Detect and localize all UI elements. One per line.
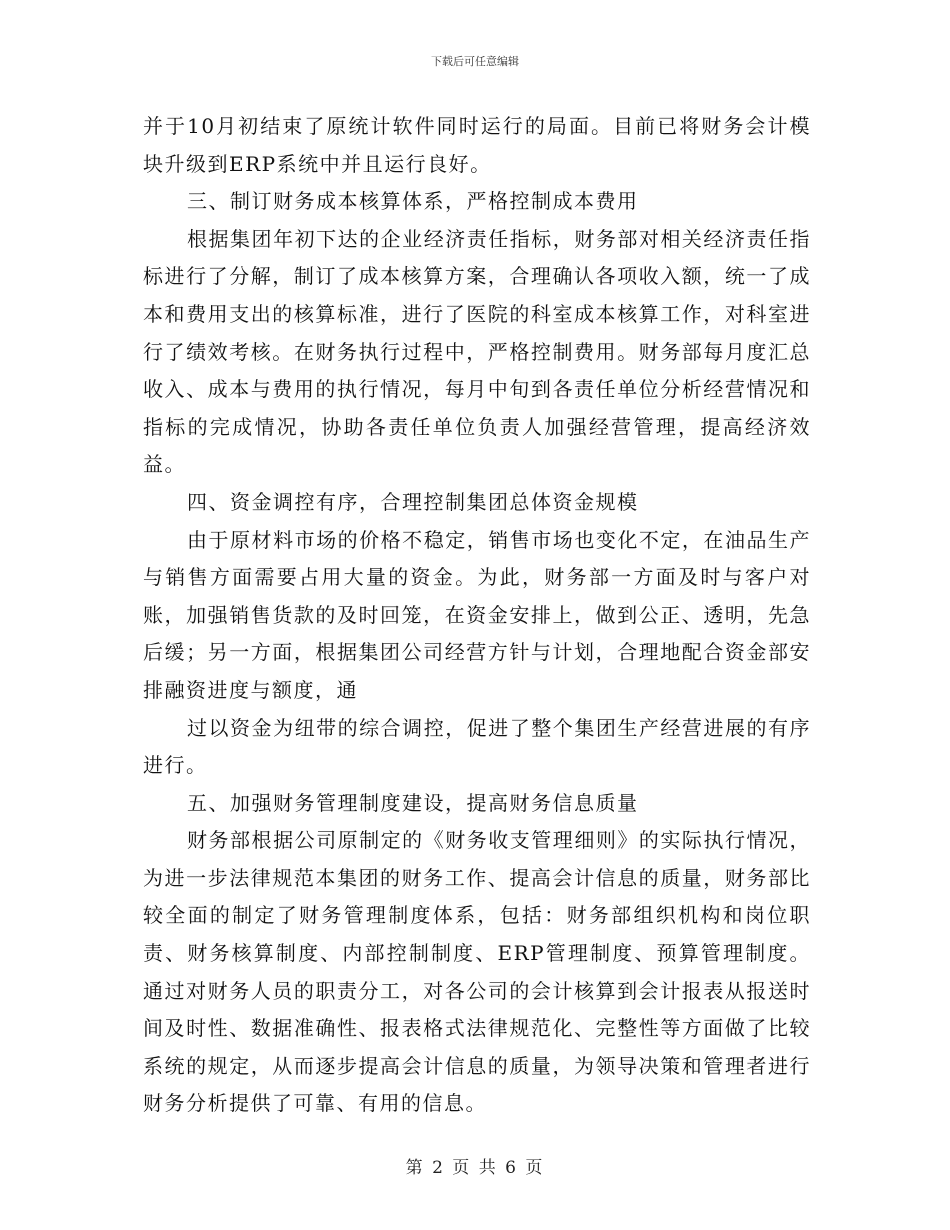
page-header: 下载后可任意编辑 [431, 55, 519, 68]
paragraph-continuation: 并于10月初结束了原统计软件同时运行的局面。目前已将财务会计模块升级到ERP系统中并且运行良好。 [143, 114, 811, 176]
paragraph-fund-control: 由于原材料市场的价格不稳定，销售市场也变化不定，在油品生产与销售方面需要占用大量的资金。为此，财务部一方面及时与客户对账，加强销售货款的及时回笼，在资金安排上，做到公正、透明，先急后缓；另一方面，根据集团公司经营方针与计划，合理地配合资金部安排融资进度与额度，通 [143, 527, 811, 702]
section-heading-3: 三、制订财务成本核算体系，严格控制成本费用 [187, 189, 639, 214]
section-heading-4: 四、资金调控有序，合理控制集团总体资金规模 [187, 489, 639, 514]
paragraph-management-system: 财务部根据公司原制定的《财务收支管理细则》的实际执行情况，为进一步法律规范本集团的财务工作、提高会计信息的质量，财务部比较全面的制定了财务管理制度体系，包括：财务部组织机构和岗位职责、财务核算制度、内部控制制度、ERP管理制度、预算管理制度。通过对财务人员的职责分工，对各公司的会计核算到会计报表从报送时间及时性、数据准确性、报表格式法律规范化、完整性等方面做了比较系统的规定，从而逐步提高会计信息的质量，为领导决策和管理者进行财务分析提供了可靠、有用的信息。 [143, 828, 811, 1116]
paragraph-fund-control-cont: 过以资金为纽带的综合调控，促进了整个集团生产经营进展的有序进行。 [143, 715, 811, 778]
page-footer: 第 2 页 共 6 页 [405, 1158, 545, 1178]
document-body [143, 108, 811, 1123]
section-heading-5: 五、加强财务管理制度建设，提高财务信息质量 [187, 790, 639, 815]
paragraph-cost-accounting: 根据集团年初下达的企业经济责任指标，财务部对相关经济责任指标进行了分解，制订了成本核算方案，合理确认各项收入额，统一了成本和费用支出的核算标准，进行了医院的科室成本核算工作，对科室进行了绩效考核。在财务执行过程中，严格控制费用。财务部每月度汇总收入、成本与费用的执行情况，每月中旬到各责任单位分析经营情况和指标的完成情况，协助各责任单位负责人加强经营管理，提高经济效益。 [143, 226, 811, 477]
